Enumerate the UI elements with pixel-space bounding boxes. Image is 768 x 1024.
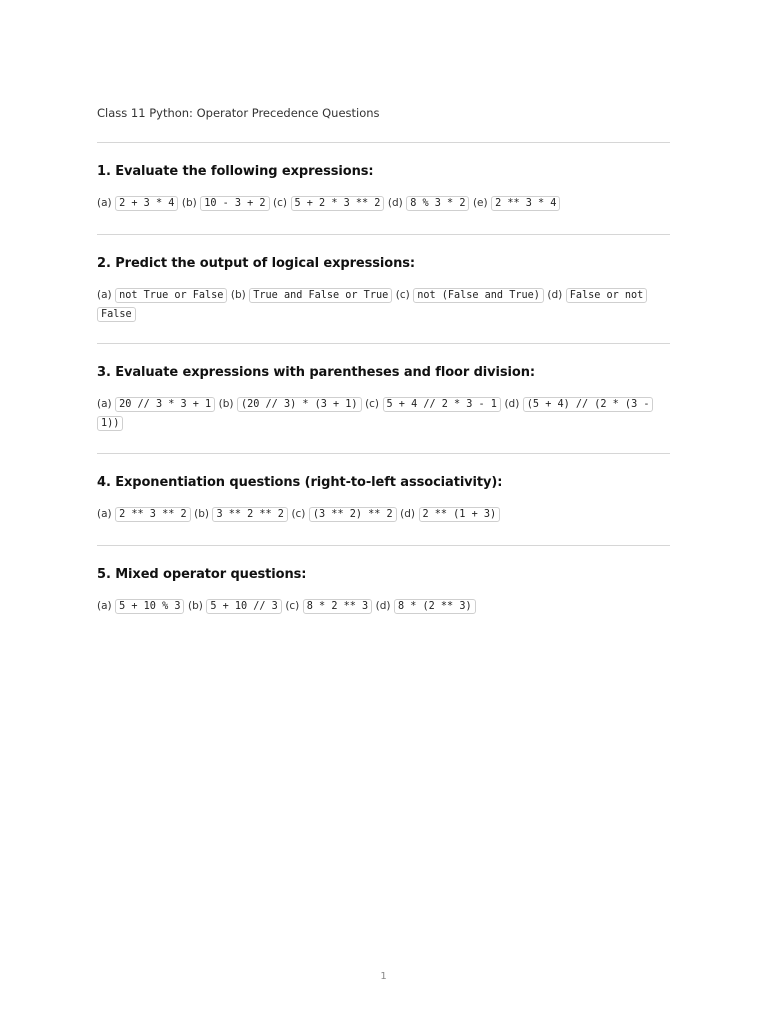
item-label: (c) (285, 600, 300, 612)
expression-code: 10 - 3 + 2 (200, 196, 269, 211)
question-section-3 (97, 365, 670, 433)
expression-code: 5 + 10 // 3 (206, 599, 281, 614)
item-label: (d) (400, 508, 415, 520)
expression-list (97, 286, 670, 324)
item-label: (b) (218, 398, 234, 410)
divider (97, 234, 670, 235)
section-title: 1. Evaluate the following expressions: (97, 164, 374, 179)
item-label: (a) (97, 289, 112, 301)
expression-list (97, 395, 670, 433)
expression-code: 2 + 3 * 4 (115, 196, 178, 211)
expression-code: 5 + 4 // 2 * 3 - 1 (383, 397, 501, 412)
divider (97, 545, 670, 546)
item-label: (a) (97, 398, 112, 410)
expression-code: 2 ** 3 ** 2 (115, 507, 190, 522)
expression-code: False or not False (97, 288, 647, 322)
question-section-2 (97, 256, 670, 324)
expression-code: (3 ** 2) ** 2 (309, 507, 397, 522)
item-label: (b) (181, 197, 197, 209)
document-page (97, 0, 670, 1024)
expression-list (97, 194, 670, 213)
item-label: (b) (187, 600, 203, 612)
item-label: (c) (291, 508, 306, 520)
page-number: 1 (380, 971, 387, 982)
expression-code: 5 + 10 % 3 (115, 599, 184, 614)
item-label: (a) (97, 508, 112, 520)
question-section-1 (97, 164, 670, 213)
section-title: 2. Predict the output of logical expressions: (97, 256, 415, 271)
expression-list (97, 505, 670, 524)
item-label: (e) (472, 197, 488, 209)
item-label: (c) (365, 398, 380, 410)
expression-code: 8 % 3 * 2 (406, 196, 469, 211)
section-title: 3. Evaluate expressions with parentheses and floor division: (97, 365, 535, 380)
expression-list (97, 597, 670, 616)
item-label: (d) (387, 197, 403, 209)
expression-code: 2 ** 3 * 4 (491, 196, 560, 211)
divider (97, 453, 670, 454)
item-label: (d) (504, 398, 520, 410)
expression-code: 8 * (2 ** 3) (394, 599, 476, 614)
question-section-5 (97, 567, 670, 616)
expression-code: 2 ** (1 + 3) (419, 507, 501, 522)
expression-code: 8 * 2 ** 3 (303, 599, 372, 614)
item-label: (a) (97, 197, 112, 209)
expression-code: (5 + 4) // (2 * (3 - 1)) (97, 397, 653, 431)
question-section-4 (97, 475, 670, 524)
section-title: 4. Exponentiation questions (right-to-left associativity): (97, 475, 503, 490)
item-label: (b) (194, 508, 209, 520)
item-label: (d) (547, 289, 563, 301)
expression-code: True and False or True (249, 288, 392, 303)
expression-code: 5 + 2 * 3 ** 2 (291, 196, 385, 211)
expression-code: not True or False (115, 288, 227, 303)
item-label: (c) (395, 289, 410, 301)
page-header: Class 11 Python: Operator Precedence Questions (97, 106, 380, 120)
item-label: (b) (230, 289, 246, 301)
item-label: (c) (273, 197, 288, 209)
expression-code: 3 ** 2 ** 2 (212, 507, 287, 522)
divider (97, 343, 670, 344)
expression-code: not (False and True) (413, 288, 544, 303)
expression-code: 20 // 3 * 3 + 1 (115, 397, 215, 412)
item-label: (a) (97, 600, 112, 612)
expression-code: (20 // 3) * (3 + 1) (237, 397, 362, 412)
divider (97, 142, 670, 143)
item-label: (d) (375, 600, 391, 612)
section-title: 5. Mixed operator questions: (97, 567, 307, 582)
